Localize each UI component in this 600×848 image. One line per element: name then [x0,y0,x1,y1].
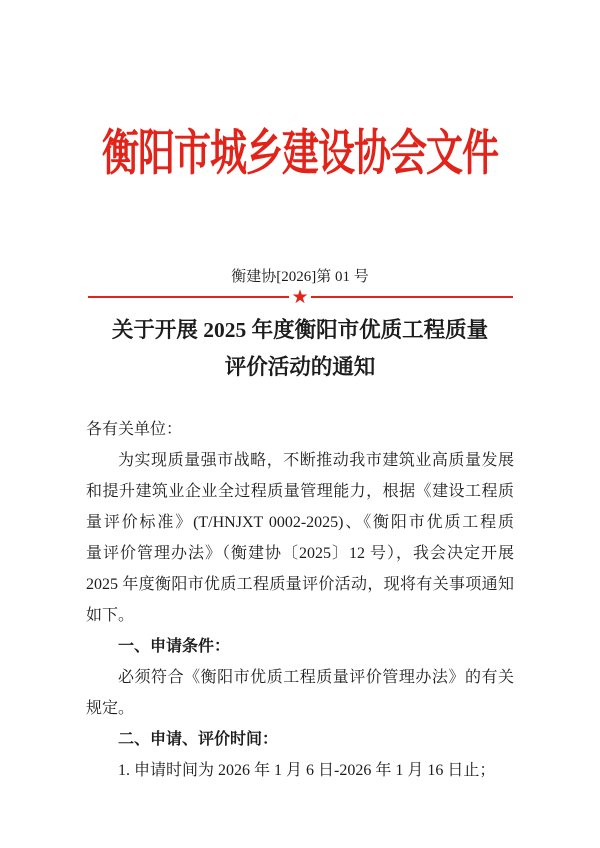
document-number: 衡建协[2026]第 01 号 [231,269,369,285]
body-line: 如下。 [86,607,135,624]
body-line: 规定。 [86,700,135,717]
notice-title-line-1: 关于开展 2025 年度衡阳市优质工程质量 [111,318,489,342]
salutation: 各有关单位： [86,421,183,438]
section-heading-application-time: 二、申请、评价时间： [118,731,279,748]
body-line: 必须符合《衡阳市优质工程质量评价管理办法》的有关 [118,669,514,686]
header-rule-left [88,296,289,298]
body-line: 2025 年度衡阳市优质工程质量评价活动，现将有关事项通知 [86,576,514,593]
notice-title-line-2: 评价活动的通知 [224,355,376,379]
header-rule-right [311,296,513,298]
star-icon: ★ [291,286,309,308]
section-heading-application-conditions: 一、申请条件： [118,638,231,655]
body-line: 量评价管理办法》（衡建协〔2025〕12 号），我会决定开展 [86,545,514,562]
body-line: 1. 申请时间为 2026 年 1 月 6 日-2026 年 1 月 16 日止； [118,762,496,779]
org-masthead-title: 衡阳市城乡建设协会文件 [102,127,498,182]
body-line: 和提升建筑业企业全过程质量管理能力，根据《建设工程质 [86,483,514,500]
body-line: 为实现质量强市战略，不断推动我市建筑业高质量发展 [118,452,514,469]
body-line: 量评价标准》(T/HNJXT 0002-2025)、《衡阳市优质工程质 [86,514,514,531]
